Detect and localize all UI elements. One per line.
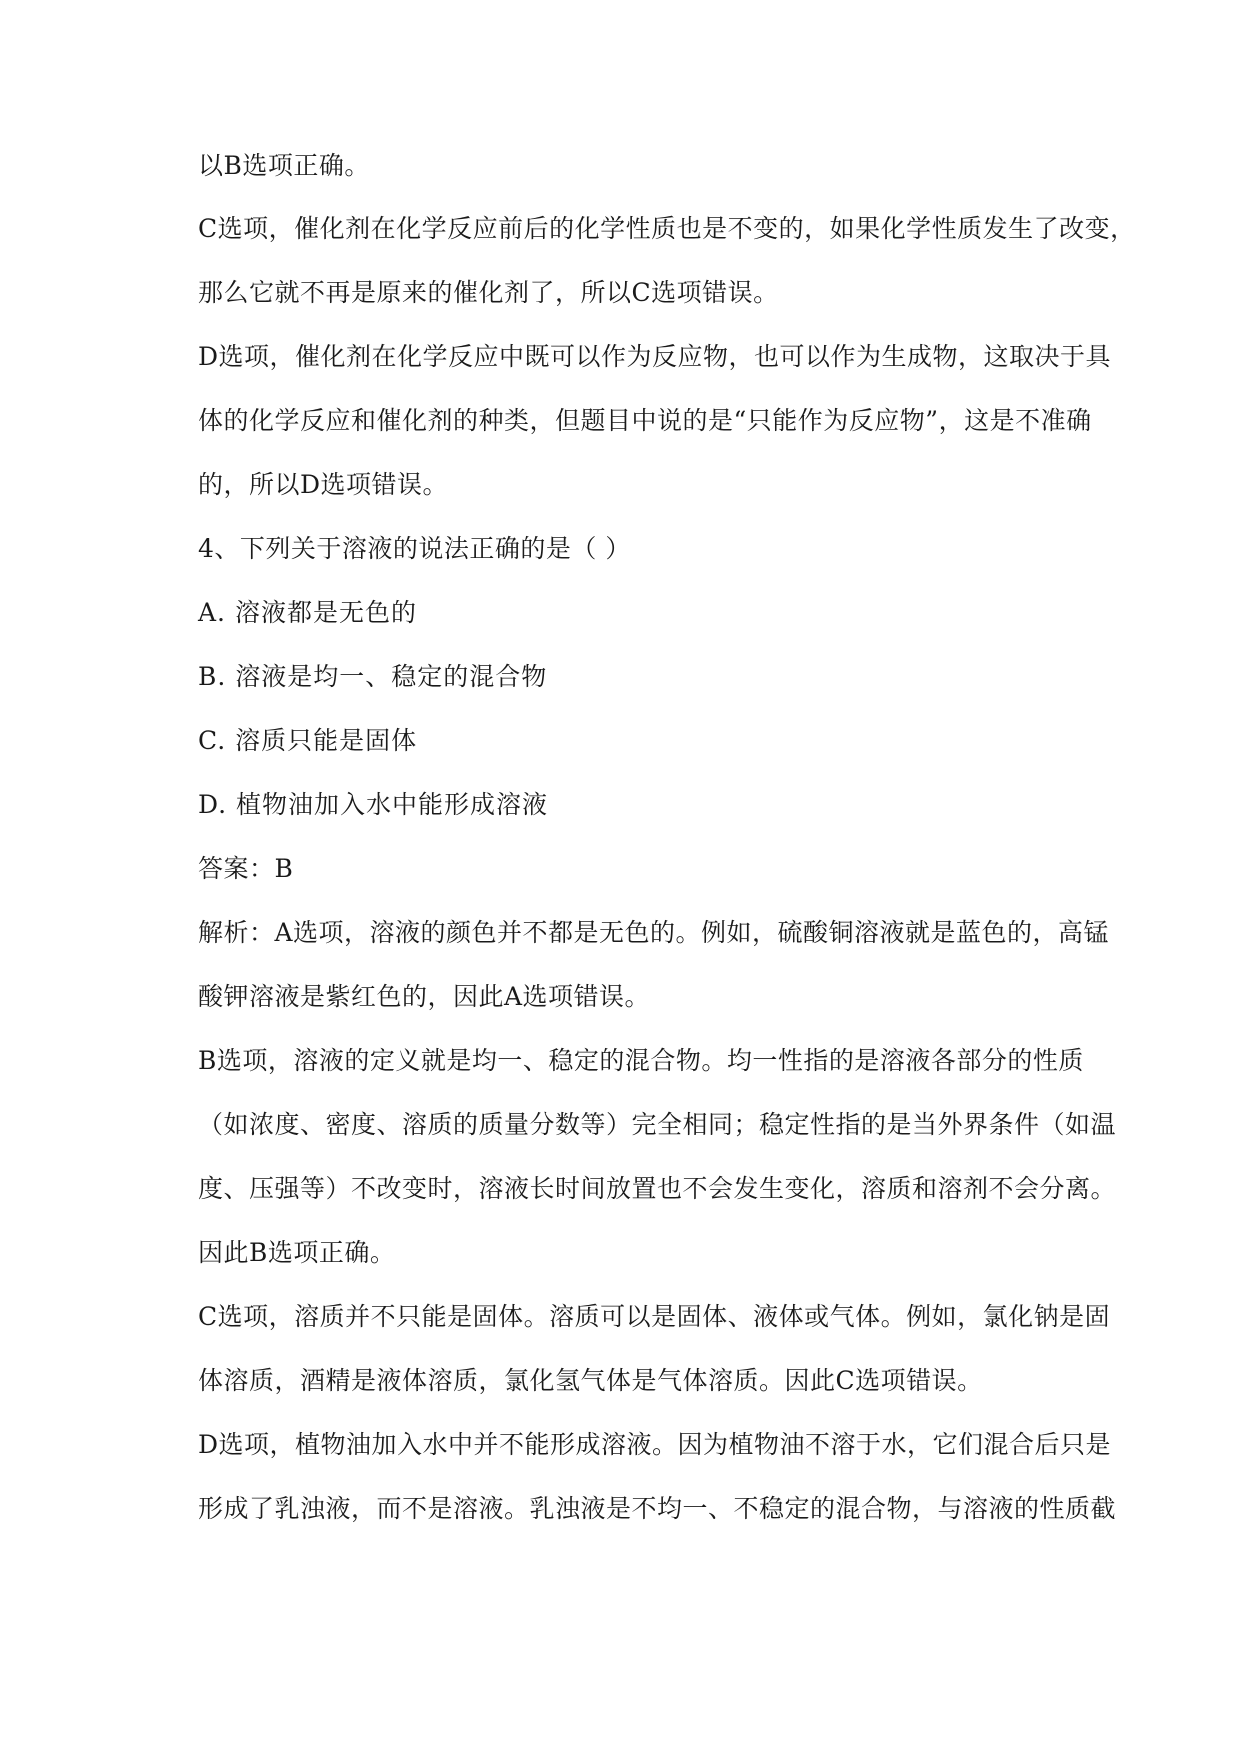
text-line: 的，所以D选项错误。 [198,470,449,499]
option-d: D. 植物油加入水中能形成溶液 [198,790,549,819]
text-line: 形成了乳浊液，而不是溶液。乳浊液是不均一、不稳定的混合物，与溶液的性质截 [198,1494,1117,1523]
text-line: C选项，溶质并不只能是固体。溶质可以是固体、液体或气体。例如，氯化钠是固 [198,1302,1111,1331]
text-line: 度、压强等）不改变时，溶液长时间放置也不会发生变化，溶质和溶剂不会分离。 [198,1174,1117,1203]
text-line: 体的化学反应和催化剂的种类，但题目中说的是“只能作为反应物”，这是不准确 [198,406,1092,435]
text-line: D选项，植物油加入水中并不能形成溶液。因为植物油不溶于水，它们混合后只是 [198,1430,1112,1459]
option-a: A. 溶液都是无色的 [198,598,417,627]
text-line: 因此B选项正确。 [198,1238,396,1267]
question-text: 4、下列关于溶液的说法正确的是（ ） [198,534,631,563]
text-line: （如浓度、密度、溶质的质量分数等）完全相同；稳定性指的是当外界条件（如温 [198,1110,1117,1139]
text-line: 酸钾溶液是紫红色的，因此A选项错误。 [198,982,651,1011]
text-line: 以B选项正确。 [198,151,370,180]
text-line: B选项，溶液的定义就是均一、稳定的混合物。均一性指的是溶液各部分的性质 [198,1046,1084,1075]
text-line: D选项，催化剂在化学反应中既可以作为反应物，也可以作为生成物，这取决于具 [198,342,1112,371]
option-b: B. 溶液是均一、稳定的混合物 [198,662,548,691]
option-c: C. 溶质只能是固体 [198,726,418,755]
text-line: 那么它就不再是原来的催化剂了，所以C选项错误。 [198,278,779,307]
text-line: 体溶质，酒精是液体溶质，氯化氢气体是气体溶质。因此C选项错误。 [198,1366,983,1395]
text-line: C选项，催化剂在化学反应前后的化学性质也是不变的，如果化学性质发生了改变， [198,214,1136,243]
analysis-text: 解析：A选项，溶液的颜色并不都是无色的。例如，硫酸铜溶液就是蓝色的，高锰 [198,918,1110,947]
answer-text: 答案：B [198,854,294,883]
